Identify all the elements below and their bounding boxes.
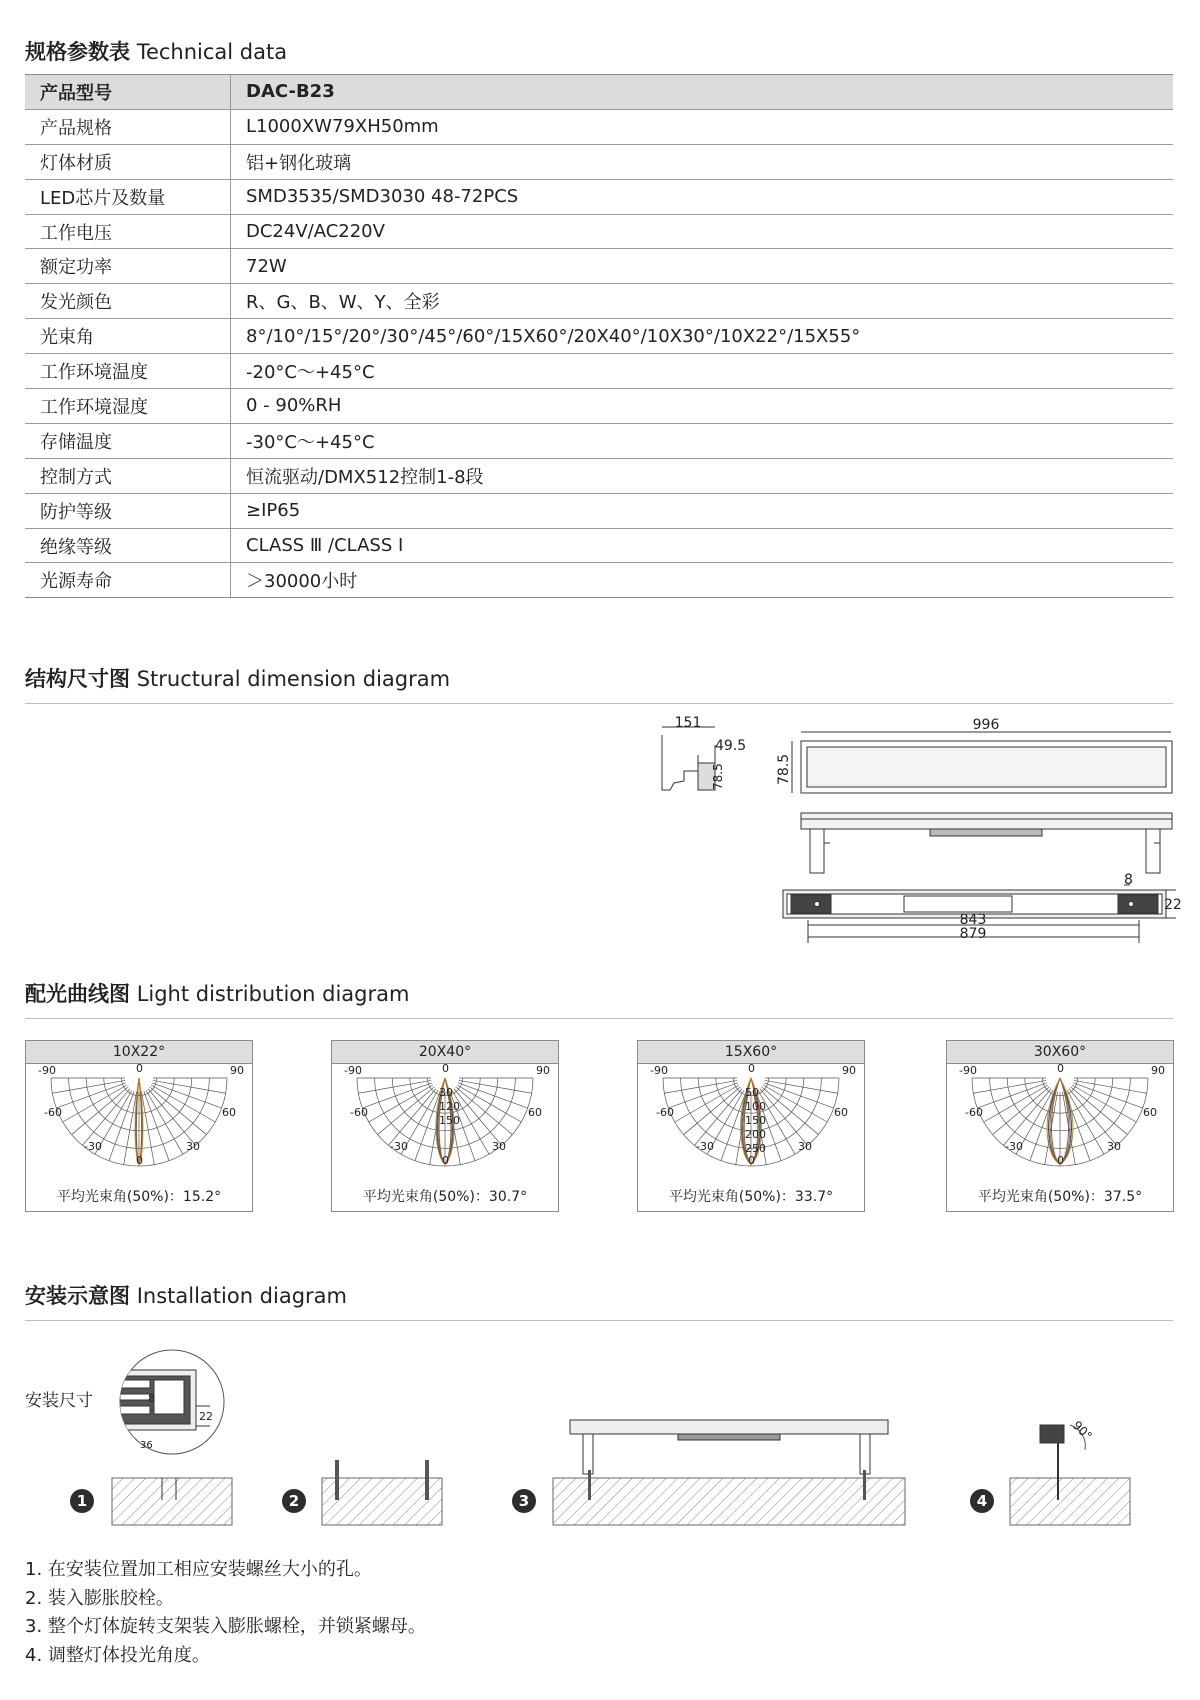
- front-view: [792, 732, 1172, 793]
- spec-value: 恒流驱动/DMX512控制1-8段: [231, 458, 1174, 493]
- spec-row: [25, 214, 1173, 249]
- polar-label-p90: 90: [230, 1064, 244, 1077]
- spec-row: [25, 389, 1173, 424]
- spec-label: 工作环境湿度: [25, 389, 231, 424]
- polar-label-p60: 60: [1143, 1106, 1157, 1119]
- polar-label-p30: 30: [798, 1140, 812, 1153]
- distribution-panel: [946, 1040, 1174, 1212]
- tech-title: 规格参数表 Technical data: [25, 40, 288, 64]
- dim-996: 996: [972, 717, 1000, 733]
- step-badge-3: 3: [512, 1489, 536, 1513]
- spec-value: -20°C～+45°C: [231, 354, 1174, 389]
- distribution-title: 20X40°: [332, 1041, 558, 1064]
- spec-row: [25, 493, 1173, 528]
- ring-value-label: 150: [439, 1114, 460, 1127]
- step-badge-2: 2: [282, 1489, 306, 1513]
- distribution-title: 15X60°: [638, 1041, 864, 1064]
- polar-chart: [26, 1064, 252, 1184]
- detail-36: 36: [140, 1440, 153, 1451]
- spec-label: 存储温度: [25, 423, 231, 458]
- spec-row: [25, 109, 1173, 144]
- angle-label: 90°: [1069, 1418, 1095, 1444]
- side-view: [662, 727, 715, 790]
- spec-label: 控制方式: [25, 458, 231, 493]
- spec-label: 灯体材质: [25, 144, 231, 179]
- polar-label-p60: 60: [834, 1106, 848, 1119]
- dim-22: 22: [1164, 897, 1182, 913]
- polar-chart: [638, 1064, 864, 1184]
- polar-label-top0: 0: [748, 1062, 755, 1075]
- polar-label-m90: -90: [959, 1064, 977, 1077]
- dim-843: 843: [959, 912, 987, 928]
- distribution-title: 30X60°: [947, 1041, 1173, 1064]
- polar-label-m30: -30: [390, 1140, 408, 1153]
- polar-label-p30: 30: [186, 1140, 200, 1153]
- polar-label-m60: -60: [656, 1106, 674, 1119]
- polar-label-m60: -60: [965, 1106, 983, 1119]
- spec-label: 发光颜色: [25, 284, 231, 319]
- install-title: 安装示意图 Installation diagram: [25, 1284, 347, 1308]
- ring-value-label: 50: [745, 1086, 759, 1099]
- spec-row: [25, 284, 1173, 319]
- install-steps-diagram: [0, 1420, 1200, 1530]
- mount-view: [801, 813, 1172, 873]
- polar-label-p90: 90: [1151, 1064, 1165, 1077]
- spec-label: 光源寿命: [25, 563, 231, 598]
- polar-label-m90: -90: [38, 1064, 56, 1077]
- spec-row: [25, 563, 1173, 598]
- spec-value: -30°C～+45°C: [231, 423, 1174, 458]
- structure-title: 结构尺寸图 Structural dimension diagram: [25, 667, 451, 691]
- dim-879: 879: [959, 926, 987, 942]
- spec-label: 防护等级: [25, 493, 231, 528]
- polar-chart: [332, 1064, 558, 1184]
- spec-value: L1000XW79XH50mm: [231, 109, 1174, 144]
- step-badge-1: 1: [70, 1489, 94, 1513]
- spec-label: 工作环境温度: [25, 354, 231, 389]
- distribution-panel: [25, 1040, 253, 1212]
- average-beam-angle: 平均光束角(50%)：33.7°: [668, 1189, 834, 1205]
- polar-label-p90: 90: [842, 1064, 856, 1077]
- distribution-panel: [331, 1040, 559, 1212]
- dim-78-5-front: 78.5: [776, 753, 792, 785]
- polar-label-m90: -90: [650, 1064, 668, 1077]
- ring-value-label: 120: [439, 1100, 460, 1113]
- polar-label-top0: 0: [1057, 1062, 1064, 1075]
- polar-label-p30: 30: [1107, 1140, 1121, 1153]
- spec-value: SMD3535/SMD3030 48-72PCS: [231, 179, 1174, 214]
- install-rule: [25, 1320, 1173, 1321]
- polar-label-bottom0: 0: [1057, 1154, 1064, 1167]
- spec-value: ≥IP65: [231, 493, 1174, 528]
- install-steps: [25, 1556, 426, 1670]
- dim-8: 8: [1124, 872, 1133, 888]
- ring-value-label: 100: [745, 1100, 766, 1113]
- step-3: 3. 整个灯体旋转支架装入膨胀螺栓，并锁紧螺母。: [25, 1616, 426, 1637]
- dim-151: 151: [674, 715, 702, 731]
- spec-value: 0 - 90%RH: [231, 389, 1174, 424]
- spec-row: [25, 249, 1173, 284]
- spec-value: 铝+钢化玻璃: [231, 144, 1174, 179]
- ring-value-label: 250: [745, 1142, 766, 1155]
- average-beam-angle: 平均光束角(50%)：15.2°: [56, 1189, 222, 1205]
- spec-label: 产品规格: [25, 109, 231, 144]
- step-badge-4: 4: [970, 1489, 994, 1513]
- spec-value: DC24V/AC220V: [231, 214, 1174, 249]
- polar-label-bottom0: 0: [136, 1154, 143, 1167]
- structure-diagram: [640, 715, 1180, 955]
- step-4: 4. 调整灯体投光角度。: [25, 1644, 210, 1666]
- spec-row: [25, 458, 1173, 493]
- spec-value: 72W: [231, 249, 1174, 284]
- polar-chart: [947, 1064, 1173, 1184]
- polar-label-m90: -90: [344, 1064, 362, 1077]
- ring-value-label: 200: [745, 1128, 766, 1141]
- light-rule: [25, 1018, 1173, 1019]
- spec-row: [25, 179, 1173, 214]
- step-1: 1. 在安装位置加工相应安装螺丝大小的孔。: [25, 1559, 372, 1580]
- spec-label: LED芯片及数量: [25, 179, 231, 214]
- step-2: 2. 装入膨胀胶栓。: [25, 1587, 174, 1609]
- polar-label-m60: -60: [350, 1106, 368, 1119]
- spec-header-value: DAC-B23: [231, 75, 1174, 110]
- light-title: 配光曲线图 Light distribution diagram: [25, 982, 410, 1006]
- polar-label-top0: 0: [136, 1062, 143, 1075]
- spec-value: 8°/10°/15°/20°/30°/45°/60°/15X60°/20X40°/10X30°/10X22°/15X55°: [231, 319, 1174, 354]
- polar-label-m60: -60: [44, 1106, 62, 1119]
- polar-label-m30: -30: [1005, 1140, 1023, 1153]
- spec-table: [25, 74, 1173, 598]
- average-beam-angle: 平均光束角(50%)：37.5°: [977, 1189, 1143, 1205]
- polar-label-bottom0: 0: [748, 1154, 755, 1167]
- distribution-title: 10X22°: [26, 1041, 252, 1064]
- structure-rule: [25, 703, 1173, 704]
- spec-row: [25, 354, 1173, 389]
- polar-label-top0: 0: [442, 1062, 449, 1075]
- spec-row: [25, 319, 1173, 354]
- polar-label-p60: 60: [528, 1106, 542, 1119]
- ring-value-label: 30: [439, 1086, 453, 1099]
- polar-label-p60: 60: [222, 1106, 236, 1119]
- spec-header-label: 产品型号: [25, 75, 231, 110]
- spec-row: [25, 144, 1173, 179]
- polar-label-m30: -30: [84, 1140, 102, 1153]
- spec-header-row: [25, 75, 1173, 110]
- polar-label-p90: 90: [536, 1064, 550, 1077]
- polar-label-p30: 30: [492, 1140, 506, 1153]
- dim-78-5-side: 78.5: [711, 763, 725, 790]
- dim-49-5: 49.5: [715, 738, 747, 754]
- spec-label: 光束角: [25, 319, 231, 354]
- spec-value: CLASS Ⅲ /CLASS Ⅰ: [231, 528, 1174, 563]
- spec-label: 额定功率: [25, 249, 231, 284]
- spec-row: [25, 423, 1173, 458]
- ring-value-label: 150: [745, 1114, 766, 1127]
- spec-value: R、G、B、W、Y、全彩: [231, 284, 1174, 319]
- polar-label-bottom0: 0: [442, 1154, 449, 1167]
- distribution-panel: [637, 1040, 865, 1212]
- polar-label-m30: -30: [696, 1140, 714, 1153]
- average-beam-angle: 平均光束角(50%)：30.7°: [362, 1189, 528, 1205]
- spec-value: ＞30000小时: [231, 563, 1174, 598]
- detail-8: 8: [148, 1392, 155, 1405]
- detail-22: 22: [199, 1410, 213, 1423]
- spec-label: 绝缘等级: [25, 528, 231, 563]
- spec-label: 工作电压: [25, 214, 231, 249]
- install-size-label: 安装尺寸: [25, 1391, 93, 1411]
- spec-row: [25, 528, 1173, 563]
